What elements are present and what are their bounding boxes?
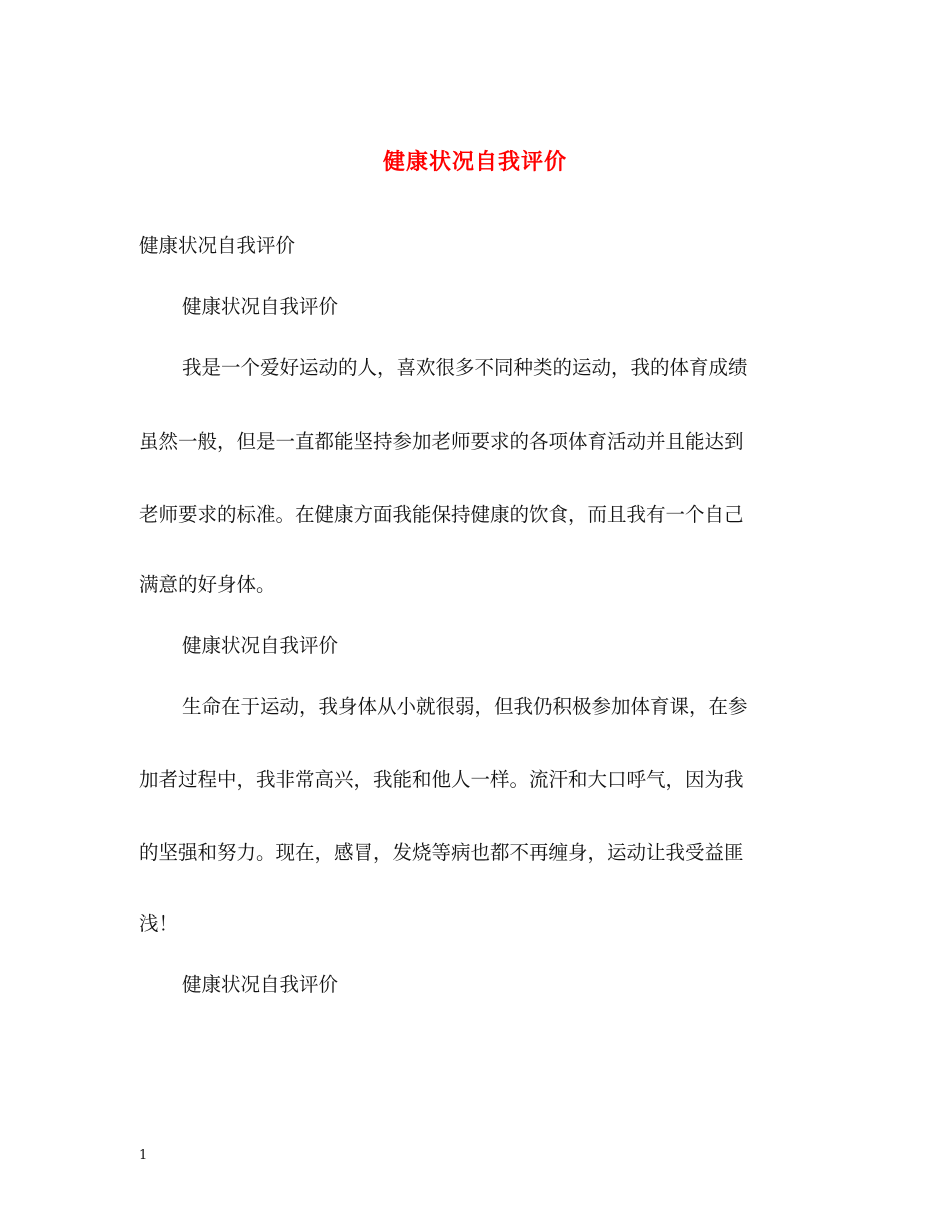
page-number: 1 xyxy=(139,1148,148,1163)
paragraph-line: 我是一个爱好运动的人，喜欢很多不同种类的运动，我的体育成绩 xyxy=(182,356,748,379)
paragraph-heading: 健康状况自我评价 xyxy=(182,973,339,996)
paragraph-line: 浅！ xyxy=(139,912,179,935)
paragraph-heading: 健康状况自我评价 xyxy=(182,295,339,318)
paragraph-line: 加者过程中，我非常高兴，我能和他人一样。流汗和大口呼气，因为我 xyxy=(139,768,744,791)
paragraph-heading: 健康状况自我评价 xyxy=(182,634,339,657)
paragraph-line: 虽然一般，但是一直都能坚持参加老师要求的各项体育活动并且能达到 xyxy=(139,430,744,453)
page-title: 健康状况自我评价 xyxy=(382,149,567,175)
paragraph-line: 满意的好身体。 xyxy=(139,573,276,596)
section-heading: 健康状况自我评价 xyxy=(139,234,296,257)
paragraph-line: 老师要求的标准。在健康方面我能保持健康的饮食，而且我有一个自己 xyxy=(139,503,744,526)
paragraph-line: 生命在于运动，我身体从小就很弱，但我仍积极参加体育课，在参 xyxy=(182,695,748,718)
paragraph-line: 的坚强和努力。现在，感冒，发烧等病也都不再缠身，运动让我受益匪 xyxy=(139,841,744,864)
